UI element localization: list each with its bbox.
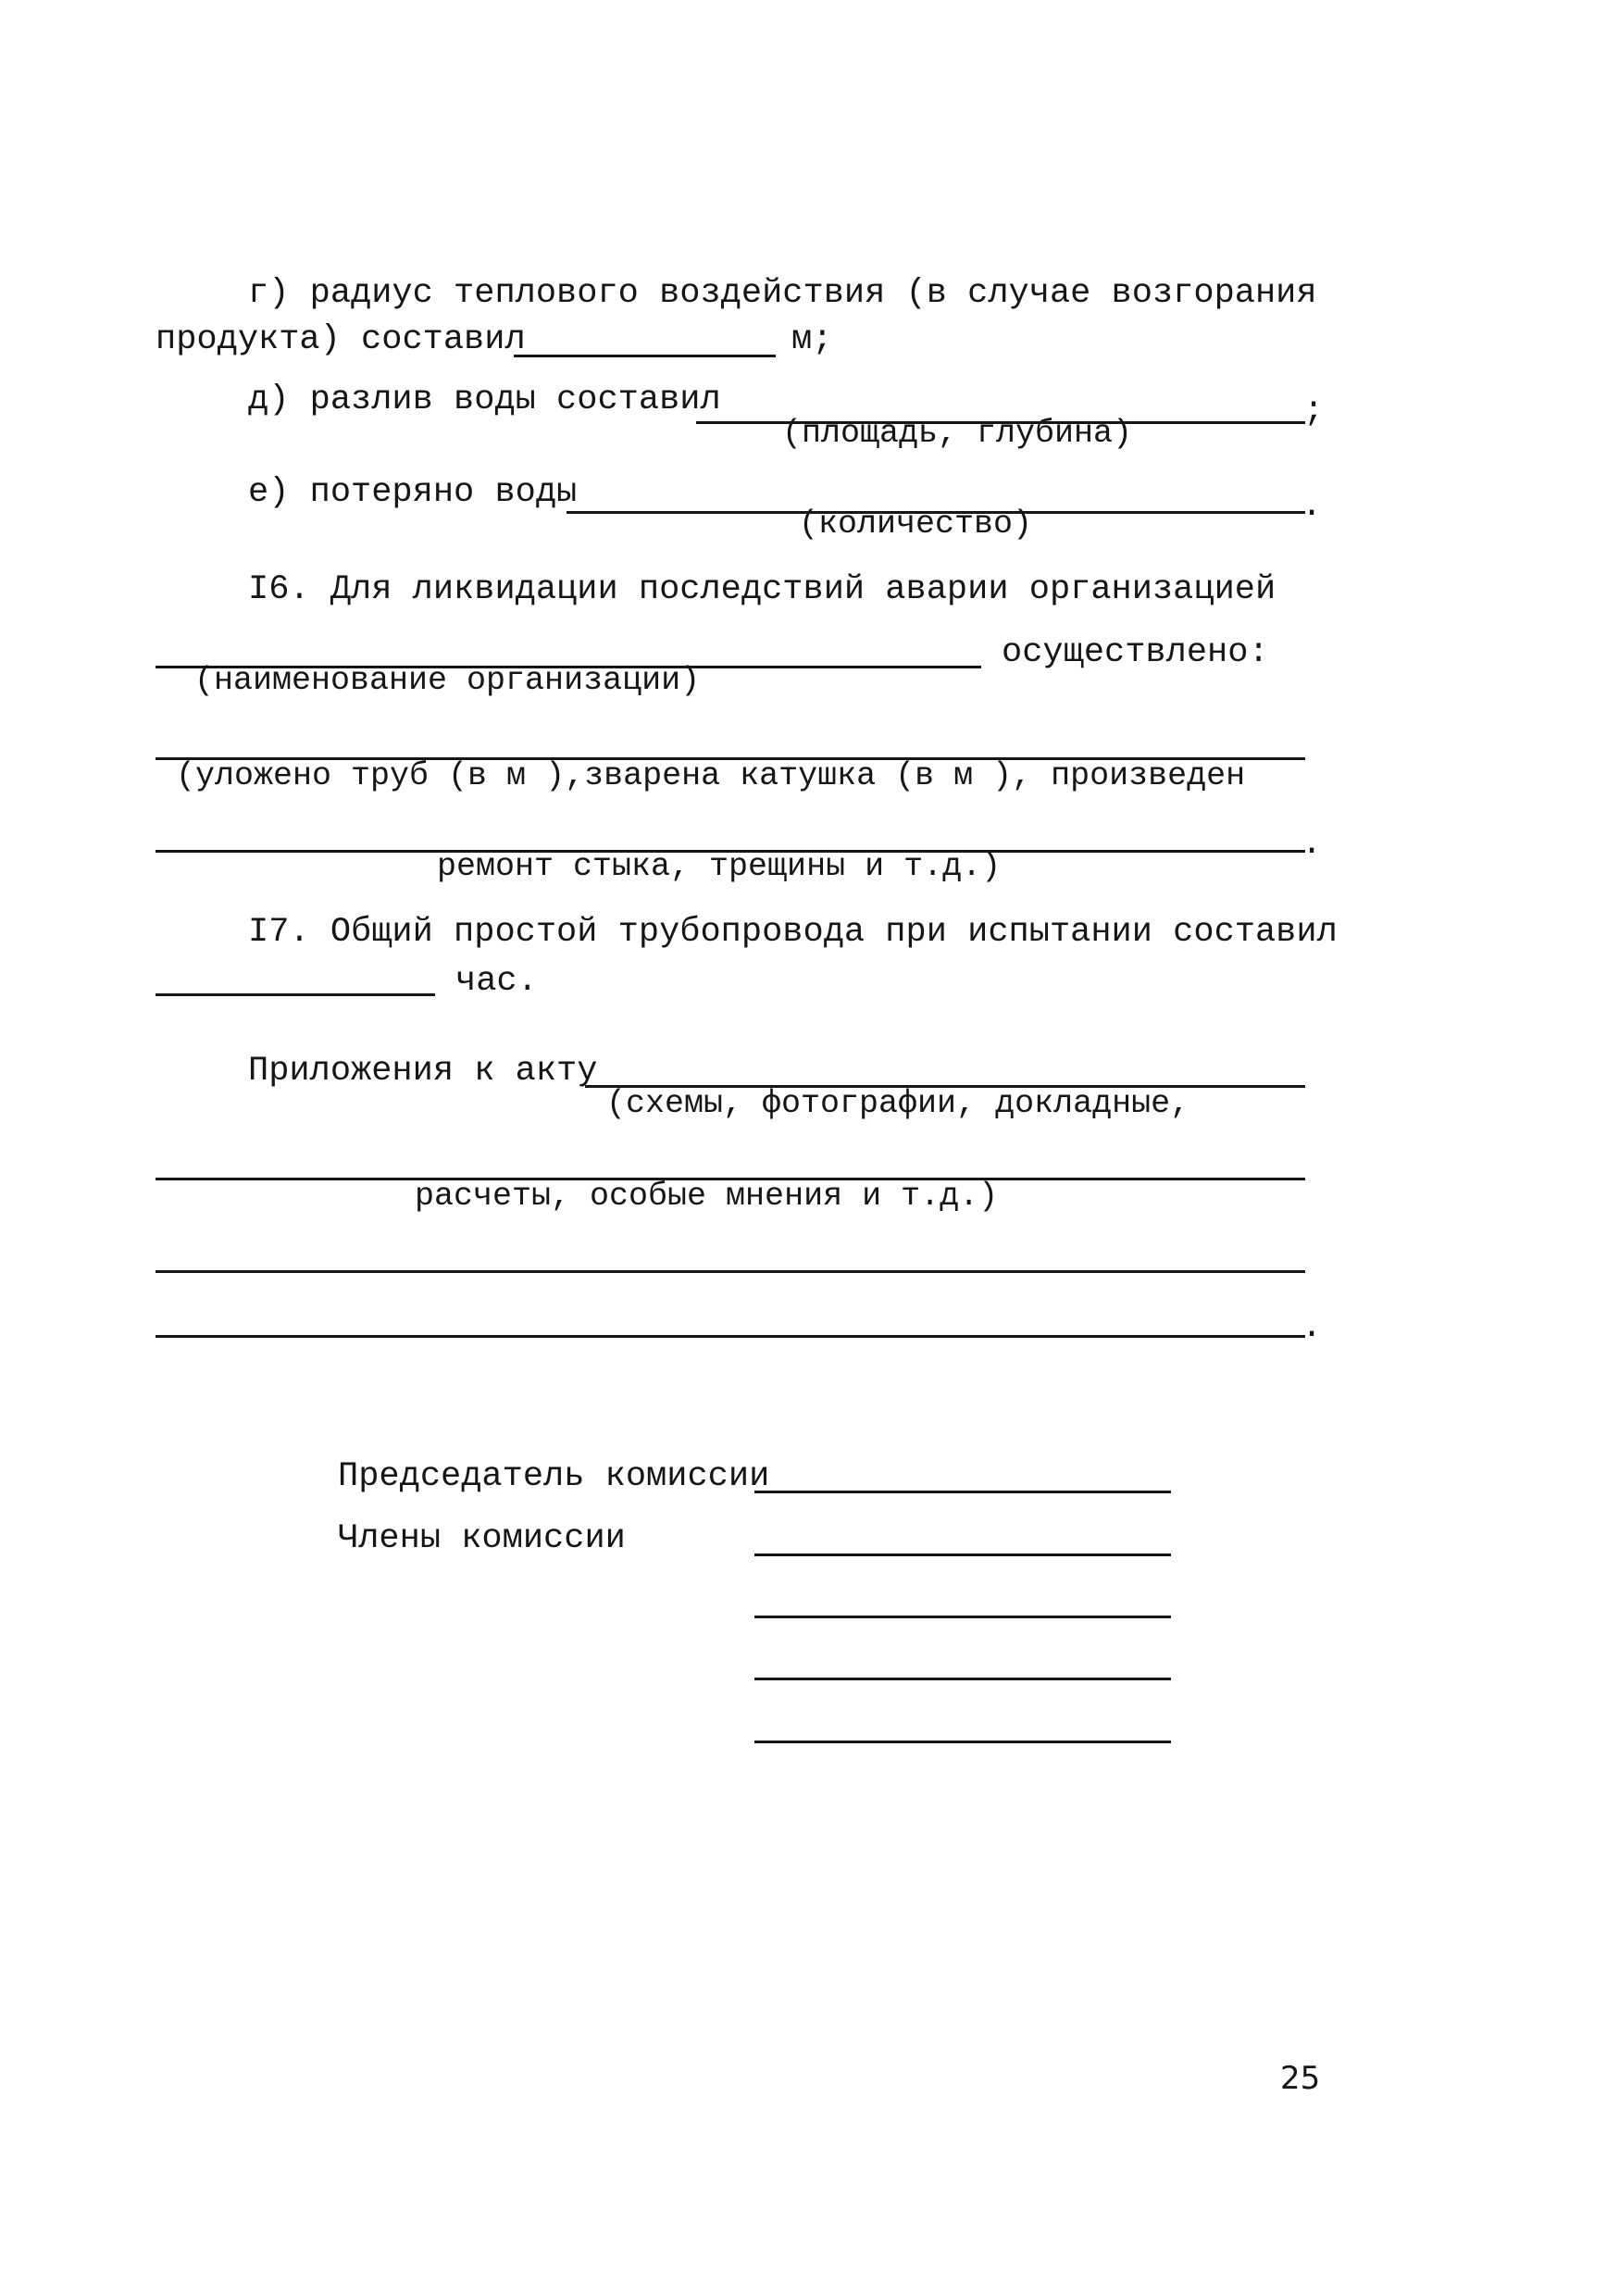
item-16-after: осуществлено:	[1002, 633, 1269, 672]
item-16-note-org: (наименование организации)	[194, 662, 701, 699]
attachments-blank-4	[156, 1335, 1305, 1338]
item-e-label: е) потеряно воды	[248, 473, 578, 512]
item-d-label: д) разлив воды составил	[248, 381, 721, 419]
item-17-text: I7. Общий простой трубопровода при испытании составил	[248, 913, 1338, 952]
item-g-line1: г) радиус теплового воздействия (в случае возгорания	[248, 274, 1317, 313]
item-17-unit: час.	[455, 962, 538, 1001]
item-g-unit: м;	[791, 320, 833, 359]
heat-radius-blank	[514, 355, 776, 357]
item-d-end: ;	[1303, 392, 1325, 430]
item-16-end: .	[1301, 825, 1323, 864]
item-16-text: I6. Для ликвидации последствий аварии организацией	[248, 570, 1277, 609]
item-16-note-work-1: (уложено труб (в м ),зварена катушка (в м ), произведен	[176, 757, 1246, 794]
item-16-note-work-2: ремонт стыка, трещины и т.д.)	[437, 848, 1002, 885]
member-signature-line-4	[754, 1741, 1171, 1743]
downtime-blank	[156, 993, 435, 996]
member-signature-line-1	[754, 1554, 1171, 1556]
attachments-blank-3	[156, 1270, 1305, 1273]
chairman-signature-line	[754, 1491, 1171, 1493]
attachments-end: .	[1301, 1308, 1323, 1347]
member-signature-line-3	[754, 1678, 1171, 1680]
item-e-end: .	[1301, 487, 1323, 526]
attachments-label: Приложения к акту	[248, 1052, 598, 1091]
attachments-note-1: (схемы, фотографии, докладные,	[606, 1085, 1190, 1122]
item-g-line2: продукта) составил	[156, 320, 526, 359]
chairman-label: Председатель комиссии	[338, 1457, 770, 1496]
item-e-note: (количество)	[799, 505, 1033, 543]
page-number: 25	[1280, 2060, 1321, 2097]
attachments-note-2: расчеты, особые мнения и т.д.)	[415, 1178, 999, 1215]
item-d-note: (площадь, глубина)	[782, 415, 1133, 452]
members-label: Члены комиссии	[338, 1519, 626, 1558]
member-signature-line-2	[754, 1616, 1171, 1618]
